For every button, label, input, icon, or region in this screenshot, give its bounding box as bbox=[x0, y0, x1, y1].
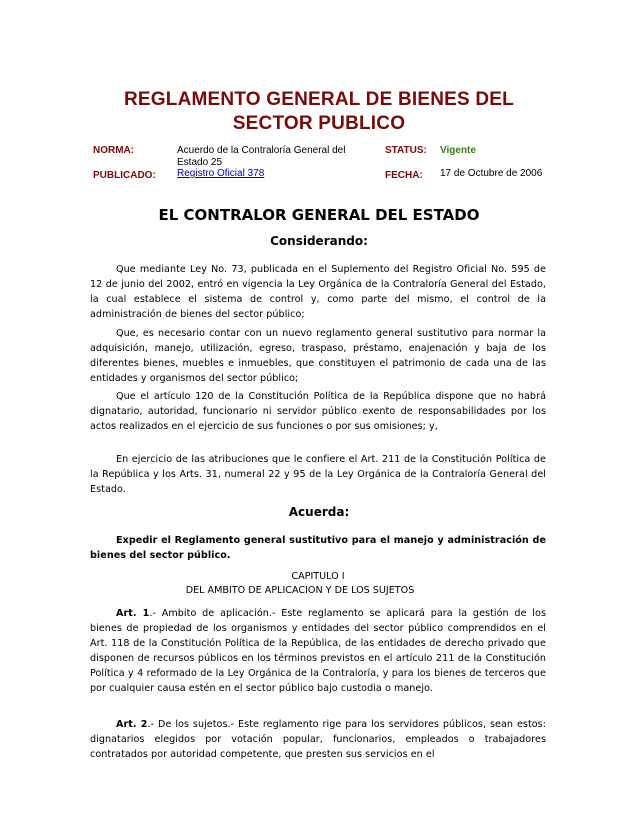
capitulo-title: DEL AMBITO DE APLICACION Y DE LOS SUJETOS bbox=[185, 585, 415, 596]
acuerda-text: Expedir el Reglamento general sustitutivo para el manejo y administración de bienes del sector público. bbox=[90, 535, 546, 561]
fecha-label: FECHA: bbox=[385, 170, 423, 181]
considerando-4: En ejercicio de las atribuciones que le confiere el Art. 211 de la Constitución Política de la República y los Arts. 31, numeral 22 y 95 de la Ley Orgánica de la Contraloría General del Estado. bbox=[90, 454, 546, 495]
heading-contralor: EL CONTRALOR GENERAL DEL ESTADO bbox=[158, 206, 480, 224]
article-2-text: .- De los sujetos.- Este reglamento rige para los servidores públicos, sean estos: dignatarios elegidos por votación popular, funcionarios, empleados o trabajadores contratados por autoridad competente, que presten sus servicios en el bbox=[90, 719, 547, 760]
heading-acuerda: Acuerda: bbox=[288, 505, 350, 519]
norma-label: NORMA: bbox=[93, 145, 135, 156]
status-value: Vigente bbox=[440, 145, 476, 156]
capitulo-number: CAPITULO I bbox=[291, 571, 345, 582]
article-2 bbox=[90, 717, 546, 762]
publicado-label: PUBLICADO: bbox=[93, 170, 156, 181]
document-title: REGLAMENTO GENERAL DE BIENES DEL SECTOR PUBLICO bbox=[124, 89, 514, 134]
publicado-link[interactable]: Registro Oficial 378 bbox=[177, 168, 265, 179]
article-1-label: Art. 1 bbox=[116, 608, 150, 619]
article-1 bbox=[90, 606, 546, 696]
article-1-text: .- Ambito de aplicación.- Este reglamento se aplicará para la gestión de los bienes de propiedad de los organismos y entidades del sector público comprendidos en el Art. 118 de la Constitución Política de la República, de las entidades de derecho privado que disponen de recursos públicos en los términos previstos en el artículo 211 de la Constitución Política y 4 reformado de la Ley Orgánica de la Contraloría, y para los bienes de terceros que por cualquier causa estén en el sector público bajo custodia o manejo. bbox=[90, 608, 546, 694]
considerando-2: Que, es necesario contar con un nuevo reglamento general sustitutivo para normar la adquisición, manejo, utilización, egreso, traspaso, préstamo, enajenación y baja de los diferentes bienes, muebles e inmuebles, que constituyen el patrimonio de cada una de las entidades y organismos del sector público; bbox=[90, 328, 546, 384]
considerando-3: Que el artículo 120 de la Constitución Política de la República dispone que no habrá dignatario, autoridad, funcionario ni servidor público exento de responsabilidades por los actos realizados en el ejercicio de sus funciones o por sus omisiones; y, bbox=[90, 391, 546, 432]
article-2-label: Art. 2 bbox=[116, 719, 148, 730]
fecha-value: 17 de Octubre de 2006 bbox=[440, 168, 543, 179]
considerando-1: Que mediante Ley No. 73, publicada en el Suplemento del Registro Oficial No. 595 de 12 de junio del 2002, entró en vigencia la Ley Orgánica de la Contraloría General del Estado, la cual establece el sistema de control y, como parte del mismo, el control de la administración de bienes del sector público; bbox=[90, 264, 546, 320]
status-label: STATUS: bbox=[385, 145, 427, 156]
heading-considerando: Considerando: bbox=[270, 234, 368, 248]
norma-value: Acuerdo de la Contraloría General del Estado 25 bbox=[177, 145, 346, 168]
